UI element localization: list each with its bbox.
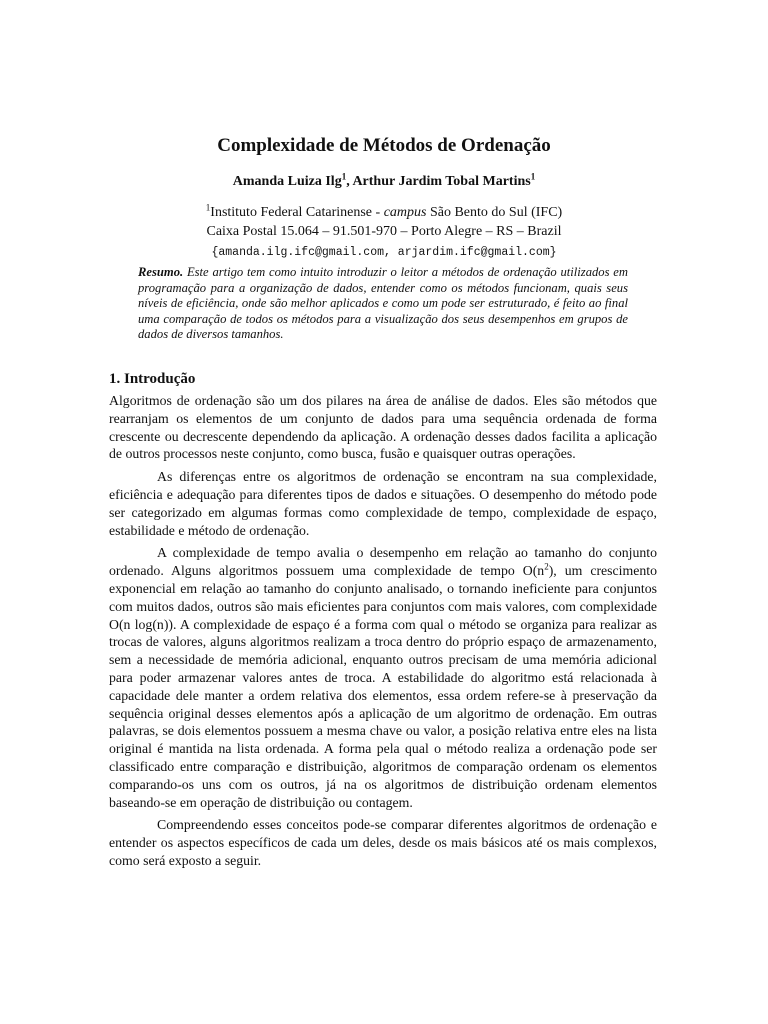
affiliation-institute: Instituto Federal Catarinense - (210, 205, 384, 220)
author-1-affil-mark: 1 (341, 171, 347, 182)
paragraph-2: As diferenças entre os algoritmos de ordenação se encontram na sua complexidade, eficiência e adequação para diferentes tipos de dados e situações. O desempenho do método pode ser categorizado em algumas formas como complexidade de tempo, complexidade de espaço, estabilidade e método de ordenação. (109, 469, 657, 538)
affiliation-mark: 1 (205, 202, 211, 213)
paragraph-4: Compreendendo esses conceitos pode-se comparar diferentes algoritmos de ordenação e entender os aspectos específicos de cada um deles, desde os mais básicos até os mais complexos, como será exposto a seguir. (109, 817, 657, 868)
section-body (109, 392, 657, 875)
abstract-label: Resumo. (138, 265, 184, 279)
paragraph-3-part-a: A complexidade de tempo avalia o desempenho em relação ao tamanho do conjunto ordenado. Alguns algoritmos possuem uma complexidade de tempo O(n (109, 545, 657, 579)
paragraph-3-part-b: ), um crescimento exponencial em relação ao tamanho do conjunto analisado, o tornando ineficiente para conjuntos com muitos dados, outros são mais eficientes para conjuntos com mais valores, com complexidade O(n log(n)). A complexidade de espaço é a forma com qual o método se organiza para realizar as trocas de valores, alguns algoritmos realizam a troca dentro do próprio espaço de armazenamento, sem a necessidade de memória adicional, enquanto outros precisam de uma memória adicional para poder armazenar valores antes de troca. A estabilidade do algoritmo está relacionada à capacidade dele manter a ordem relativa dos elementos, essa ordem refere-se à preservação da sequência original desses elementos após a aplicação de um algoritmo de ordenação. Em outras palavras, se dois elementos possuem a mesma chave ou valor, a posição relativa entre eles na lista original é mantida na lista ordenada. A forma pela qual o método realiza a ordenação pode ser classificado entre comparação e distribuição, algoritmos de comparação ordenam os elementos comparando-os uns com os outros, já na os algoritmos de distribuição ordenam elementos baseando-se em operação de distribuição ou contagem. (109, 563, 657, 810)
paragraph-1: Algoritmos de ordenação são um dos pilares na área de análise de dados. Eles são métodos que rearranjam os elementos de um conjunto de dados para uma sequência ordenada de forma crescente ou decrescente dependendo da aplicação. A ordenação desses dados facilita a aplicação de outros processos neste conjunto, como busca, fusão e quaisquer outras operações. (109, 393, 657, 462)
paragraph-3 (109, 544, 657, 811)
author-2-affil-mark: 1 (530, 171, 536, 182)
author-1: Amanda Luiza Ilg (232, 174, 342, 189)
paragraph-3-exponent: 2 (544, 561, 549, 572)
abstract-text: Este artigo tem como intuito introduzir o leitor a métodos de ordenação utilizados em programação para a organização de dados, entender como os métodos funcionam, quais seus níveis de eficiência, onde são melhor aplicados e como um pode ser estruturado, é feito ao final uma comparação de todos os métodos para a visualização dos seus desempenhos em grupos de dados de diversos tamanhos. (138, 265, 628, 342)
section-heading-introducao: 1. Introdução (109, 371, 196, 387)
affiliation-line-1 (0, 203, 768, 222)
affiliation-campus-word: campus (383, 205, 427, 220)
author-separator: , (346, 174, 353, 189)
affiliation (0, 203, 768, 241)
author-emails: {amanda.ilg.ifc@gmail.com, arjardim.ifc@gmail.com} (211, 246, 557, 259)
abstract (138, 265, 628, 343)
affiliation-campus-name: São Bento do Sul (IFC) (426, 205, 563, 220)
paper-title: Complexidade de Métodos de Ordenação (217, 135, 551, 156)
author-2: Arthur Jardim Tobal Martins (352, 174, 531, 189)
author-list (0, 173, 768, 191)
affiliation-line-2: Caixa Postal 15.064 – 91.501-970 – Porto Alegre – RS – Brazil (206, 224, 562, 239)
